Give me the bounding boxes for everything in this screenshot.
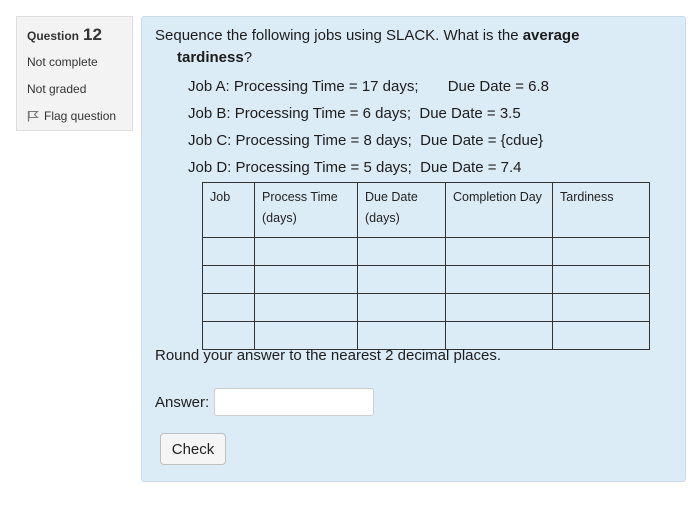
- question-line2-bold: tardiness: [177, 49, 244, 66]
- question-intro: Sequence the following jobs using SLACK. What is the: [155, 27, 523, 44]
- table-row: [203, 238, 650, 266]
- question-number: 12: [83, 25, 102, 44]
- table-cell: [446, 322, 553, 350]
- table-cell: [203, 266, 255, 294]
- table-header-row: [203, 183, 650, 238]
- answer-label: Answer:: [155, 393, 210, 411]
- answer-input[interactable]: [214, 388, 374, 416]
- table-cell: [553, 322, 650, 350]
- table-cell: [446, 238, 553, 266]
- job-b-line: Job B: Processing Time = 6 days; Due Date = 3.5: [188, 105, 521, 122]
- table-row: [203, 322, 650, 350]
- question-line-2: [155, 47, 579, 69]
- header-job: Job: [203, 183, 255, 238]
- table-cell: [255, 266, 358, 294]
- table-cell: [358, 238, 446, 266]
- flag-question-link[interactable]: [27, 109, 122, 123]
- table-cell: [255, 238, 358, 266]
- grading-status: Not graded: [27, 82, 87, 96]
- rounding-instruction: Round your answer to the nearest 2 decimal places.: [155, 347, 502, 364]
- question-line2-tail: ?: [243, 49, 253, 66]
- table-cell: [203, 322, 255, 350]
- flag-question-label: Flag question: [44, 109, 117, 123]
- question-text: [155, 25, 579, 69]
- table-row: [203, 266, 650, 294]
- table-cell: [358, 294, 446, 322]
- schedule-table: [202, 182, 650, 350]
- job-c-line: Job C: Processing Time = 8 days; Due Date = {cdue}: [188, 132, 544, 149]
- table-cell: [358, 322, 446, 350]
- table-cell: [446, 266, 553, 294]
- question-content: [141, 16, 686, 482]
- header-due-date: Due Date (days): [358, 183, 446, 238]
- question-info-panel: [16, 16, 133, 131]
- header-process-time: Process Time (days): [255, 183, 358, 238]
- table-cell: [553, 294, 650, 322]
- question-number-line: [27, 25, 122, 45]
- table-cell: [255, 322, 358, 350]
- job-a-line: Job A: Processing Time = 17 days; Due Date = 6.8: [188, 78, 550, 95]
- job-d-line: Job D: Processing Time = 5 days; Due Date = 7.4: [188, 159, 522, 176]
- table-row: [203, 294, 650, 322]
- flag-icon: [27, 110, 39, 122]
- table-cell: [553, 238, 650, 266]
- table-cell: [203, 238, 255, 266]
- table-cell: [203, 294, 255, 322]
- question-intro-bold: average: [522, 27, 580, 44]
- job-list: [188, 73, 549, 181]
- table-cell: [446, 294, 553, 322]
- table-cell: [255, 294, 358, 322]
- table-cell: [358, 266, 446, 294]
- question-label: Question: [27, 29, 80, 43]
- completion-status: Not complete: [27, 55, 98, 69]
- header-tardiness: Tardiness: [553, 183, 650, 238]
- check-button[interactable]: Check: [160, 433, 226, 465]
- table-cell: [553, 266, 650, 294]
- question-line-1: [155, 25, 579, 47]
- header-completion-day: Completion Day: [446, 183, 553, 238]
- answer-row: [155, 388, 374, 416]
